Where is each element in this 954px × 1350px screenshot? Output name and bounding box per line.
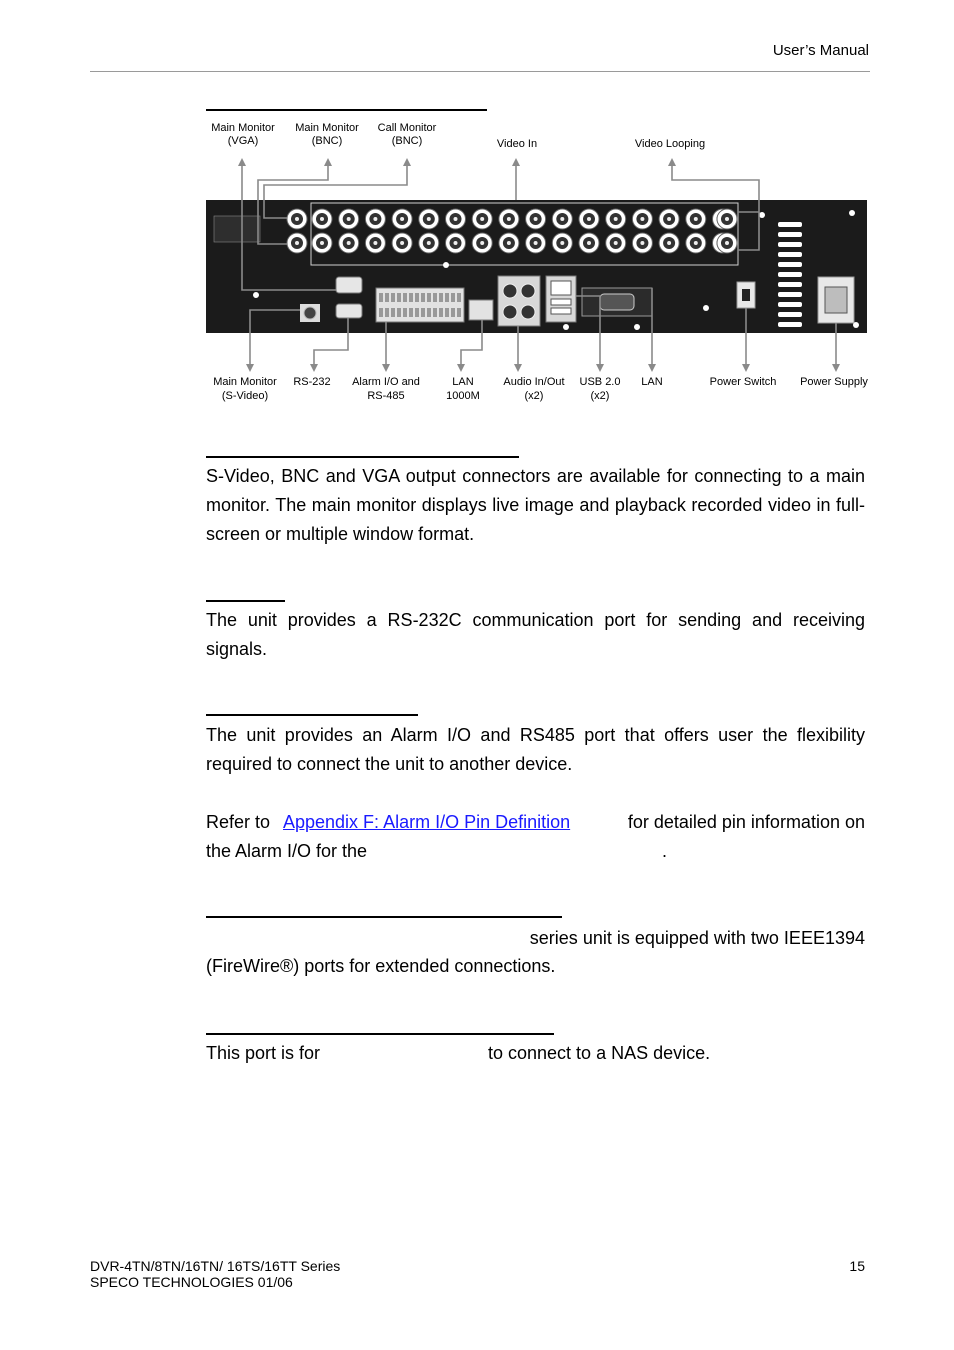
alarm-io-line2-period: . [662, 841, 668, 861]
alarm-pin [439, 308, 443, 317]
vga-port [336, 277, 362, 293]
bnc-connector-pin [725, 217, 729, 221]
section-heading-rule-ieee1394 [206, 916, 562, 918]
alarm-pin [415, 308, 419, 317]
audio-block [498, 276, 540, 326]
bnc-connector-pin [667, 241, 671, 245]
label-call-monitor: Call Monitor (BNC) [377, 122, 437, 147]
power-supply-inlet [825, 287, 847, 313]
alarm-pin [445, 293, 449, 302]
label-alarm-io: Alarm I/O and RS-485 [352, 376, 420, 402]
alarm-pin [421, 293, 425, 302]
alarm-pin [403, 293, 407, 302]
alarm-pin [379, 293, 383, 302]
expansion-port [600, 294, 634, 310]
label-main-monitor-bnc: Main Monitor (BNC) [295, 122, 359, 147]
bnc-row-1 [287, 209, 737, 229]
section-heading-rule-lan [206, 1033, 554, 1035]
bnc-connector-pin [295, 217, 299, 221]
alarm-io-terminal [376, 288, 464, 322]
bnc-connector-pin [295, 241, 299, 245]
bnc-connector-pin [347, 217, 351, 221]
lan-port [551, 281, 571, 295]
bnc-connector-pin [667, 217, 671, 221]
label-video-looping: Video Looping [634, 138, 706, 150]
ieee1394-line1: series unit is equipped with two IEEE1394 [529, 928, 865, 948]
label-audio: Audio In/Out (x2) [503, 376, 565, 402]
label-power-supply: Power Supply [800, 376, 868, 388]
footer-model: DVR-4TN/8TN/16TN/ 16TS/16TT Series [90, 1258, 341, 1274]
bnc-connector-pin [400, 241, 404, 245]
alarm-pin [439, 293, 443, 302]
bnc-connector-pin [373, 241, 377, 245]
lan-1000m-port [469, 300, 493, 320]
vent-slot [778, 272, 802, 277]
bnc-connector-pin [614, 241, 618, 245]
alarm-pin [385, 293, 389, 302]
bnc-connector-pin [725, 241, 729, 245]
alarm-pin [391, 293, 395, 302]
vent-slot [778, 252, 802, 257]
vent-slot [778, 292, 802, 297]
lan-after-text: to connect to a NAS device. [488, 1043, 711, 1063]
alarm-pin [397, 308, 401, 317]
rear-panel-diagram [0, 0, 954, 420]
vent-slot [778, 262, 802, 267]
alarm-pin [397, 293, 401, 302]
label-main-monitor-vga: Main Monitor (VGA) [211, 122, 275, 147]
alarm-io-paragraph: The unit provides an Alarm I/O and RS485 port that offers user the flexibility required to connect the unit to another device. [206, 725, 865, 774]
bnc-connector-pin [534, 217, 538, 221]
bnc-connector-pin [400, 217, 404, 221]
lan-before-text: This port is for [206, 1043, 321, 1063]
refer-before-text: Refer to [206, 812, 271, 832]
alarm-pin [379, 308, 383, 317]
vent-slot [778, 222, 802, 227]
bnc-connector-pin [507, 241, 511, 245]
rs232-port [336, 304, 362, 318]
section-heading-rule-main-monitor [206, 456, 519, 458]
bnc-connector-pin [427, 241, 431, 245]
bnc-connector-pin [454, 241, 458, 245]
alarm-pin [451, 293, 455, 302]
bnc-connector-pin [507, 217, 511, 221]
alarm-pin [385, 308, 389, 317]
main-monitor-paragraph: S-Video, BNC and VGA output connectors are available for connecting to a main monitor. The main monitor displays live image and playback recorded video in full-screen or multiple window format. [206, 466, 865, 544]
bnc-connector-pin [587, 217, 591, 221]
audio-out-2 [521, 305, 535, 319]
bnc-connector-pin [480, 241, 484, 245]
usb-port-1 [551, 299, 571, 305]
vent-slot [778, 302, 802, 307]
bnc-connector-pin [560, 217, 564, 221]
section-heading-rule-alarm-io [206, 714, 418, 716]
power-switch [742, 289, 750, 301]
bnc-connector-pin [614, 217, 618, 221]
alarm-pin [427, 308, 431, 317]
usb-port-2 [551, 308, 571, 314]
footer-page-number: 15 [849, 1258, 865, 1274]
footer-company: SPECO TECHNOLOGIES 01/06 [90, 1274, 293, 1290]
vent-slot [778, 282, 802, 287]
section-heading-rule-rs232 [206, 600, 285, 602]
bnc-connector-pin [454, 217, 458, 221]
bnc-connector-pin [347, 241, 351, 245]
bnc-connector-pin [694, 217, 698, 221]
label-video-in: Video In [496, 138, 538, 150]
bnc-connector-pin [560, 241, 564, 245]
bnc-connector-pin [694, 241, 698, 245]
vent-slot [778, 242, 802, 247]
alarm-pin [433, 308, 437, 317]
alarm-pin [409, 308, 413, 317]
alarm-pin [457, 308, 461, 317]
alarm-pin [409, 293, 413, 302]
rs232-paragraph: The unit provides a RS-232C communication port for sending and receiving signals. [206, 610, 865, 659]
label-lan: LAN [641, 376, 663, 388]
bnc-connector-pin [320, 241, 324, 245]
alarm-pin [445, 308, 449, 317]
alarm-pin [403, 308, 407, 317]
header-title: User’s Manual [772, 42, 869, 59]
diagram-title-rule [206, 109, 487, 111]
ieee1394-line2: (FireWire®) ports for extended connections. [206, 956, 556, 976]
bnc-connector-pin [373, 217, 377, 221]
label-lan-1000m: LAN 1000M [446, 376, 480, 402]
svideo-port [304, 307, 316, 319]
vent-slot [778, 312, 802, 317]
audio-in-2 [521, 284, 535, 298]
bnc-connector-pin [480, 217, 484, 221]
bnc-connector-pin [640, 241, 644, 245]
alarm-pin [415, 293, 419, 302]
label-power-switch: Power Switch [709, 376, 777, 388]
bnc-connector-pin [534, 241, 538, 245]
alarm-pin [451, 308, 455, 317]
vent-slot [778, 322, 802, 327]
refer-after-text: for detailed pin information on [627, 812, 865, 832]
alarm-pin [427, 293, 431, 302]
alarm-pin [421, 308, 425, 317]
alarm-pin [433, 293, 437, 302]
bnc-connector-pin [587, 241, 591, 245]
vent-slot [778, 232, 802, 237]
alarm-io-line2-text: the Alarm I/O for the [206, 841, 368, 861]
label-rs232: RS-232 [293, 376, 331, 388]
label-usb: USB 2.0 (x2) [579, 376, 621, 402]
label-main-monitor-svideo: Main Monitor (S-Video) [213, 376, 277, 402]
warning-label [214, 216, 260, 242]
bnc-connector-pin [427, 217, 431, 221]
audio-in-1 [503, 284, 517, 298]
alarm-pin [391, 308, 395, 317]
alarm-pin [457, 293, 461, 302]
appendix-f-link[interactable]: Appendix F: Alarm I/O Pin Definition [283, 812, 571, 832]
bnc-row-2 [287, 233, 737, 253]
bnc-connector-pin [640, 217, 644, 221]
bnc-connector-pin [320, 217, 324, 221]
rear-panel-svg [0, 0, 954, 420]
audio-out-1 [503, 305, 517, 319]
